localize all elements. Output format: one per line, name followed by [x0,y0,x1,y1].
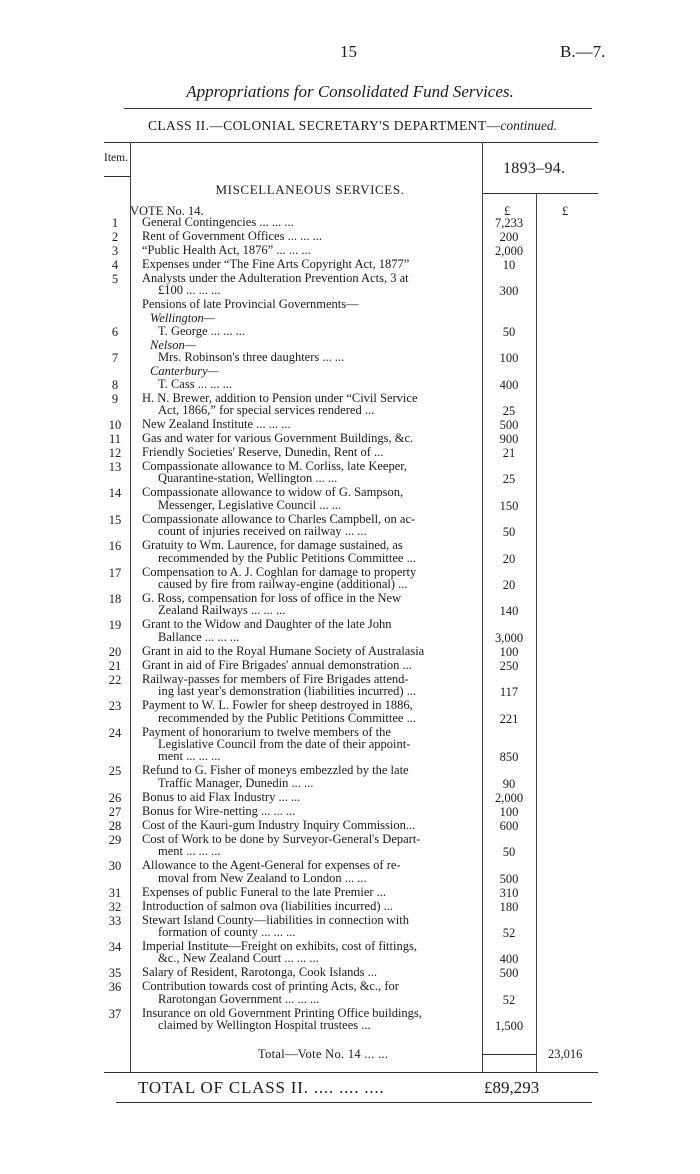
item-description [142,940,480,965]
item-description [142,726,480,763]
total-vote-amount: 23,016 [548,1047,583,1061]
item-amount: 221 [499,711,519,726]
item-amount: 500 [499,966,519,981]
item-amount: 50 [502,845,516,860]
description-line: moval from New Zealand to London ... ... [158,870,367,885]
item-number: 7 [111,351,119,366]
item-amount: 200 [499,230,519,244]
description-line: caused by fire from railway-engine (additional) ... [158,577,408,591]
item-amount: 400 [499,952,519,967]
item-amount: 600 [499,818,519,833]
item-description [142,432,480,444]
item-amount: 25 [502,472,516,487]
item-amount: 2,000 [494,790,524,805]
item-description [142,298,480,310]
description-line: recommended by the Public Petitions Committee ... [158,550,416,565]
description-line: Expenses of public Funeral to the late Premier ... [142,884,387,899]
description-line: £100 ... ... ... [158,283,221,298]
description-line: New Zealand Institute ... ... ... [142,417,291,431]
item-description [142,446,480,458]
item-number: 21 [108,658,122,673]
item-description [142,539,480,564]
item-number: 30 [108,859,122,874]
item-number: 29 [108,832,122,847]
item-description [142,673,480,698]
item-description [142,900,480,912]
item-description [142,513,480,538]
item-number: 22 [108,672,122,687]
description-line: T. Cass ... ... ... [158,376,233,391]
item-amount: 7,233 [494,216,524,230]
table-top-rule [104,142,598,143]
description-line: Traffic Manager, Dunedin ... ... [158,775,314,790]
description-line: Bonus for Wire-netting ... ... ... [142,803,296,818]
pound-symbol-amount-column: £ [504,204,511,218]
item-description [142,230,480,242]
item-description [142,699,480,724]
item-amount: 2,000 [494,244,524,258]
item-number: 2 [111,230,119,244]
item-amount: 117 [499,685,519,700]
description-line: ment ... ... ... [158,749,221,764]
item-description [142,312,480,337]
item-description [142,272,480,297]
item-amount: 50 [502,525,516,540]
item-number: 11 [108,432,122,446]
item-amount: 21 [502,446,516,460]
description-line: Grant in aid to the Royal Humane Society of Australasia [142,643,425,658]
item-number: 4 [111,258,119,272]
page-number: 15 [340,42,357,61]
item-number: 35 [108,966,122,981]
item-amount: 90 [502,776,516,791]
item-amount: 50 [502,324,516,339]
item-description [142,966,480,978]
description-line: Salary of Resident, Rarotonga, Cook Islands ... [142,965,378,980]
description-line: Zealand Railways ... ... ... [158,603,286,618]
description-line: Expenses under “The Fine Arts Copyright Act, 1877” [142,257,410,271]
total-class-top-rule [104,1072,598,1073]
item-description [142,618,480,643]
description-line: Compassionate allowance to widow of G. Sampson, [142,485,404,500]
description-line: Insurance on old Government Printing Office buildings, [142,1005,422,1020]
description-line: Analysts under the Adulteration Prevention Acts, 3 at [142,271,409,285]
description-line: Mrs. Robinson's three daughters ... ... [158,350,345,365]
description-line: Contribution towards cost of printing Acts, &c., for [142,979,399,994]
description-line: Payment of honorarium to twelve members of the [142,724,391,739]
description-line: formation of county ... ... ... [158,925,296,939]
description-line: Friendly Societies' Reserve, Dunedin, Rent of ... [142,445,384,459]
item-amount: 100 [499,351,519,366]
item-amount: 25 [502,403,516,418]
item-number: 34 [108,940,122,954]
description-line: Compensation to A. J. Coghlan for damage to property [142,564,417,579]
item-amount: 10 [502,258,516,272]
description-line: Messenger, Legislative Council ... ... [158,497,342,512]
item-column-divider [130,142,131,1072]
description-line: Grant to the Widow and Daughter of the late John [142,617,392,632]
item-amount: 310 [499,885,519,900]
description-line: Compassionate allowance to M. Corliss, late Keeper, [142,459,408,473]
item-number: 27 [108,804,122,819]
item-amount: 300 [499,284,519,299]
heading-rule [124,108,592,109]
item-amount: 52 [502,992,516,1007]
item-number: 33 [108,913,122,928]
description-line: Bonus to aid Flax Industry ... ... [142,789,301,804]
total-column-divider [536,193,537,1072]
item-number: 32 [108,899,122,914]
description-line: Legislative Council from the date of their appoint- [158,737,411,751]
pound-symbol-total-column: £ [562,204,569,218]
item-amount: 500 [499,418,519,432]
description-line: Ballance ... ... ... [158,629,240,644]
item-amount: 3,000 [494,630,524,645]
total-vote-dash [482,1054,536,1055]
item-amount: 1,500 [494,1019,524,1034]
description-line: T. George ... ... ... [158,323,246,338]
class-heading-continued: continued. [500,118,557,133]
description-line: ing last year's demonstration (liabilities incurred) ... [158,684,417,699]
item-description [142,566,480,591]
description-line: H. N. Brewer, addition to Pension under “Civil Service [142,390,418,405]
description-line: Canterbury— [150,364,219,379]
description-line: “Public Health Act, 1876” ... ... ... [142,243,311,257]
description-line: Pensions of late Provincial Governments— [142,297,359,312]
item-number: 12 [108,446,122,460]
item-number: 36 [108,980,122,995]
item-description [142,764,480,789]
item-header-rule [104,176,130,177]
item-description [142,833,480,858]
item-description [142,365,480,390]
description-line: count of injuries received on railway ... ... [158,524,367,539]
item-number: 31 [108,885,122,900]
total-vote-label: Total—Vote No. 14 ... ... [258,1047,389,1061]
item-number: 24 [108,725,122,740]
item-amount: 20 [502,551,516,566]
item-amount: 400 [499,377,519,392]
item-column-header: Item. [104,152,128,164]
item-description [142,791,480,803]
item-description [142,244,480,256]
document-reference: B.—7. [560,42,606,61]
item-number: 15 [108,512,122,527]
item-number: 16 [108,539,122,554]
item-description [142,392,480,417]
item-amount: 100 [499,804,519,819]
description-line: claimed by Wellington Hospital trustees ... [158,1018,371,1033]
item-amount: 180 [499,899,519,914]
vote-label: VOTE No. 14. [130,204,204,218]
description-line: Act, 1866,” for special services rendered ... [158,403,375,417]
bottom-rule [116,1102,592,1103]
item-description [142,486,480,511]
item-amount: 250 [499,658,519,673]
item-description [142,819,480,831]
item-number: 5 [111,272,119,286]
description-line: Imperial Institute—Freight on exhibits, cost of fittings, [142,939,417,953]
item-number: 3 [111,244,119,258]
item-number: 26 [108,790,122,805]
item-amount: 100 [499,644,519,659]
description-line: Gratuity to Wm. Laurence, for damage sustained, as [142,538,403,553]
year-column-header: 1893–94. [503,160,566,177]
description-line: Railway-passes for members of Fire Brigades attend- [142,671,409,686]
amount-column-divider [482,142,483,1072]
item-number: 13 [108,460,122,474]
item-number: 37 [108,1006,122,1021]
item-number: 1 [111,216,119,230]
item-number: 10 [108,418,122,432]
item-description [142,592,480,617]
item-description [142,659,480,671]
item-description [142,216,480,228]
description-line: Quarantine-station, Wellington ... ... [158,471,338,486]
item-number: 8 [111,377,119,392]
description-line: Rarotongan Government ... ... ... [158,991,320,1006]
item-description [142,645,480,657]
item-number: 19 [108,618,122,633]
item-description [142,859,480,884]
section-title: MISCELLANEOUS SERVICES. [215,182,405,197]
description-line: General Contingencies ... ... ... [142,215,294,229]
description-line: Introduction of salmon ova (liabilities incurred) ... [142,898,393,913]
item-description [142,258,480,270]
item-number: 9 [111,391,119,406]
description-line: Gas and water for various Government Buildings, &c. [142,431,414,445]
item-amount: 850 [499,750,519,765]
description-line: Payment to W. L. Fowler for sheep destroyed in 1886, [142,698,413,713]
description-line: Cost of the Kauri-gum Industry Inquiry Commission... [142,817,416,832]
item-number: 20 [108,644,122,659]
item-number: 17 [108,565,122,580]
description-line: Compassionate allowance to Charles Campbell, on ac- [142,511,416,526]
description-line: recommended by the Public Petitions Committee ... [158,710,416,725]
item-number: 6 [111,324,119,339]
item-description [142,460,480,485]
item-amount: 52 [502,925,516,940]
description-line: &c., New Zealand Court ... ... ... [158,951,319,966]
item-description [142,980,480,1005]
item-amount: 20 [502,577,516,592]
class-heading [148,118,557,134]
item-description [142,418,480,430]
item-description [142,914,480,939]
item-description [142,1007,480,1032]
description-line: Wellington— [150,311,215,326]
item-number: 18 [108,592,122,606]
item-amount: 500 [499,871,519,886]
description-line: Stewart Island County—liabilities in connection with [142,912,409,927]
item-description [142,886,480,898]
total-class-amount: £89,293 [484,1078,540,1097]
item-amount: 150 [499,498,519,513]
description-line: ment ... ... ... [158,844,221,859]
class-heading-main: CLASS II.—COLONIAL SECRETARY'S DEPARTMENT— [148,118,501,133]
description-line: G. Ross, compensation for loss of office in the New [142,591,402,605]
description-line: Rent of Government Offices ... ... ... [142,229,322,243]
description-line: Grant in aid of Fire Brigades' annual demonstration ... [142,657,412,672]
item-amount: 140 [499,604,519,619]
description-line: Nelson— [150,337,196,352]
description-line: Allowance to the Agent-General for expenses of re- [142,858,401,873]
item-number: 28 [108,818,122,833]
page-heading: Appropriations for Consolidated Fund Services. [186,82,514,101]
description-line: Refund to G. Fisher of moneys embezzled by the late [142,763,409,778]
item-description [142,339,480,364]
total-class-label: TOTAL OF CLASS II. .... .... .... [138,1078,385,1097]
item-number: 14 [108,486,122,501]
description-line: Cost of Work to be done by Surveyor-General's Depart- [142,831,421,846]
item-number: 23 [108,699,122,714]
item-description [142,805,480,817]
item-amount: 900 [499,432,519,446]
item-number: 25 [108,764,122,779]
